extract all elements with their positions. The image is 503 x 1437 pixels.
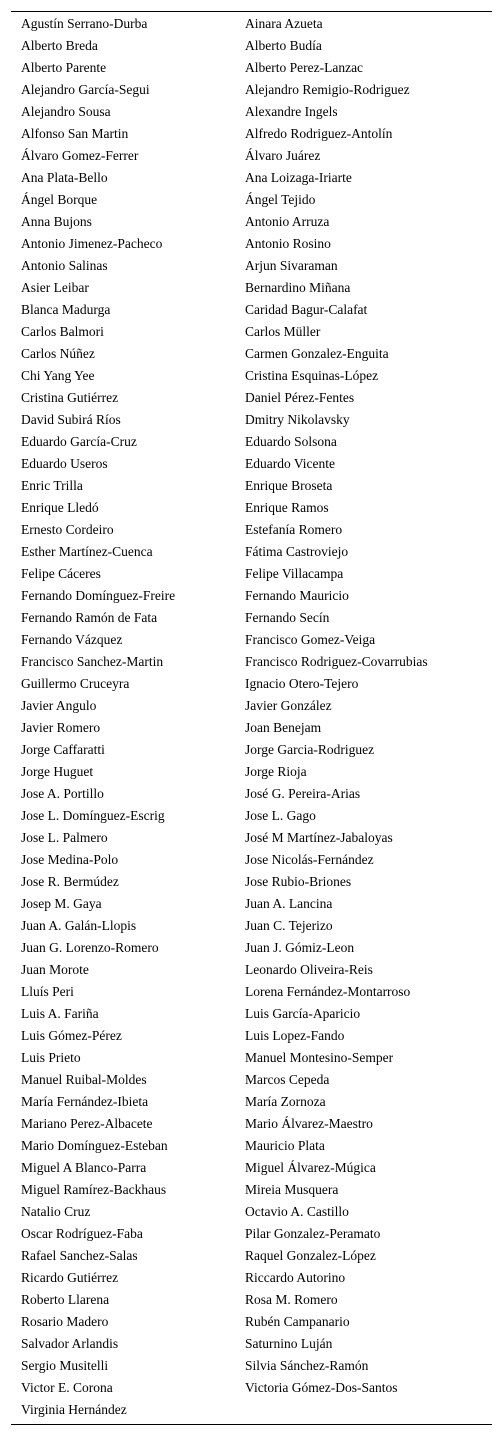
- table-row: [11, 409, 492, 431]
- name-cell-right: Juan C. Tejerizo: [245, 918, 333, 933]
- name-cell-right: Lorena Fernández-Montarroso: [245, 984, 411, 999]
- table-row: [11, 1025, 492, 1047]
- table-row: [11, 1091, 492, 1113]
- table-row: [11, 1267, 492, 1289]
- name-cell-right: Alberto Budía: [245, 38, 322, 53]
- name-cell-left: Alberto Parente: [21, 60, 107, 75]
- name-cell-right: Alexandre Ingels: [245, 104, 338, 119]
- table-row: [11, 431, 492, 453]
- name-cell-left: Antonio Salinas: [21, 258, 108, 273]
- name-cell-left: Guillermo Cruceyra: [21, 676, 130, 691]
- table-row: [11, 827, 492, 849]
- name-cell-right: Dmitry Nikolavsky: [245, 412, 350, 427]
- name-cell-left: Mariano Perez-Albacete: [21, 1116, 153, 1131]
- name-cell-right: Raquel Gonzalez-López: [245, 1248, 376, 1263]
- name-cell-left: Salvador Arlandis: [21, 1336, 119, 1351]
- name-cell-right: José G. Pereira-Arias: [245, 786, 361, 801]
- name-cell-left: Alfonso San Martin: [21, 126, 129, 141]
- name-cell-right: Joan Benejam: [245, 720, 322, 735]
- table-row: [11, 343, 492, 365]
- name-cell-left: Ángel Borque: [21, 192, 98, 207]
- name-cell-left: Esther Martínez-Cuenca: [21, 544, 153, 559]
- table-row: [11, 255, 492, 277]
- name-cell-right: Eduardo Vicente: [245, 456, 336, 471]
- name-cell-left: Rosario Madero: [21, 1314, 109, 1329]
- name-cell-right: Saturnino Luján: [245, 1336, 333, 1351]
- name-cell-right: Rosa M. Romero: [245, 1292, 338, 1307]
- name-cell-right: Leonardo Oliveira-Reis: [245, 962, 373, 977]
- table-row: [11, 189, 492, 211]
- name-cell-left: Carlos Núñez: [21, 346, 95, 361]
- table-row: [11, 1355, 492, 1377]
- name-cell-left: Agustín Serrano-Durba: [21, 16, 148, 31]
- name-cell-right: Antonio Rosino: [245, 236, 331, 251]
- table-row: [11, 497, 492, 519]
- name-cell-left: Carlos Balmori: [21, 324, 104, 339]
- name-cell-left: Javier Romero: [21, 720, 101, 735]
- name-cell-right: Francisco Rodriguez-Covarrubias: [245, 654, 428, 669]
- name-cell-right: Javier González: [245, 698, 332, 713]
- name-cell-right: Ignacio Otero-Tejero: [245, 676, 359, 691]
- name-cell-left: Miguel A Blanco-Parra: [21, 1160, 147, 1175]
- name-cell-left: Blanca Madurga: [21, 302, 111, 317]
- name-cell-right: Riccardo Autorino: [245, 1270, 346, 1285]
- table-row: [11, 211, 492, 233]
- name-cell-left: Alberto Breda: [21, 38, 98, 53]
- table-row: [11, 1201, 492, 1223]
- name-cell-left: Natalio Cruz: [21, 1204, 91, 1219]
- name-cell-left: Jorge Huguet: [21, 764, 94, 779]
- name-cell-right: Alfredo Rodriguez-Antolín: [245, 126, 393, 141]
- names-table-container: [11, 11, 492, 1425]
- table-row: [11, 13, 492, 35]
- table-row: [11, 541, 492, 563]
- names-table: [11, 13, 492, 1421]
- name-cell-right: Jose Rubio-Briones: [245, 874, 352, 889]
- table-row: [11, 1289, 492, 1311]
- name-cell-right: Mauricio Plata: [245, 1138, 325, 1153]
- table-row: [11, 805, 492, 827]
- table-row: [11, 717, 492, 739]
- name-cell-right: Mario Álvarez-Maestro: [245, 1116, 373, 1131]
- table-row: [11, 1113, 492, 1135]
- table-row: [11, 1047, 492, 1069]
- table-row: [11, 1399, 492, 1421]
- name-cell-right: Rubén Campanario: [245, 1314, 350, 1329]
- name-cell-left: Fernando Ramón de Fata: [21, 610, 158, 625]
- name-cell-left: Fernando Domínguez-Freire: [21, 588, 176, 603]
- name-cell-right: Felipe Villacampa: [245, 566, 344, 581]
- name-cell-left: Enric Trilla: [21, 478, 83, 493]
- table-row: [11, 101, 492, 123]
- name-cell-right: Fátima Castroviejo: [245, 544, 349, 559]
- name-cell-right: Jose L. Gago: [245, 808, 316, 823]
- table-row: [11, 629, 492, 651]
- name-cell-left: Jose A. Portillo: [21, 786, 104, 801]
- table-row: [11, 475, 492, 497]
- name-cell-right: [235, 1399, 492, 1421]
- name-cell-left: Eduardo García-Cruz: [21, 434, 137, 449]
- table-row: [11, 1245, 492, 1267]
- table-row: [11, 1003, 492, 1025]
- name-cell-left: Asier Leibar: [21, 280, 89, 295]
- name-cell-right: Jorge Garcia-Rodriguez: [245, 742, 375, 757]
- name-cell-left: Eduardo Useros: [21, 456, 108, 471]
- name-cell-left: Anna Bujons: [21, 214, 92, 229]
- name-cell-left: Miguel Ramírez-Backhaus: [21, 1182, 167, 1197]
- table-row: [11, 1135, 492, 1157]
- name-cell-right: Álvaro Juárez: [245, 148, 321, 163]
- table-row: [11, 651, 492, 673]
- table-row: [11, 1377, 492, 1399]
- name-cell-left: Enrique Lledó: [21, 500, 99, 515]
- name-cell-left: Ricardo Gutiérrez: [21, 1270, 119, 1285]
- table-row: [11, 1333, 492, 1355]
- table-row: [11, 387, 492, 409]
- name-cell-left: Victor E. Corona: [21, 1380, 113, 1395]
- table-row: [11, 277, 492, 299]
- name-cell-right: Carlos Müller: [245, 324, 321, 339]
- name-cell-left: Roberto Llarena: [21, 1292, 110, 1307]
- name-cell-right: Caridad Bagur-Calafat: [245, 302, 368, 317]
- name-cell-left: Jose L. Domínguez-Escrig: [21, 808, 165, 823]
- table-row: [11, 1311, 492, 1333]
- name-cell-right: Arjun Sivaraman: [245, 258, 338, 273]
- name-cell-left: Francisco Sanchez-Martin: [21, 654, 164, 669]
- name-cell-right: Estefanía Romero: [245, 522, 343, 537]
- table-row: [11, 57, 492, 79]
- name-cell-left: Felipe Cáceres: [21, 566, 101, 581]
- name-cell-left: Javier Angulo: [21, 698, 97, 713]
- name-cell-left: Álvaro Gomez-Ferrer: [21, 148, 139, 163]
- table-row: [11, 1179, 492, 1201]
- table-row: [11, 673, 492, 695]
- name-cell-left: Virginia Hernández: [21, 1402, 127, 1417]
- name-cell-left: Jorge Caffaratti: [21, 742, 105, 757]
- table-row: [11, 915, 492, 937]
- name-cell-right: Alberto Perez-Lanzac: [245, 60, 364, 75]
- name-cell-right: Victoria Gómez-Dos-Santos: [245, 1380, 398, 1395]
- table-row: [11, 35, 492, 57]
- name-cell-right: Octavio A. Castillo: [245, 1204, 349, 1219]
- table-row: [11, 585, 492, 607]
- name-cell-left: Jose R. Bermúdez: [21, 874, 119, 889]
- name-cell-right: Fernando Mauricio: [245, 588, 349, 603]
- name-cell-right: Manuel Montesino-Semper: [245, 1050, 394, 1065]
- name-cell-left: David Subirá Ríos: [21, 412, 121, 427]
- name-cell-right: Ainara Azueta: [245, 16, 323, 31]
- name-cell-left: Chi Yang Yee: [21, 368, 95, 383]
- name-cell-right: Juan J. Gómiz-Leon: [245, 940, 355, 955]
- table-row: [11, 695, 492, 717]
- name-cell-right: Francisco Gomez-Veiga: [245, 632, 376, 647]
- name-cell-right: José M Martínez-Jabaloyas: [245, 830, 393, 845]
- table-row: [11, 849, 492, 871]
- name-cell-right: Bernardino Miñana: [245, 280, 351, 295]
- name-cell-right: Eduardo Solsona: [245, 434, 337, 449]
- table-row: [11, 145, 492, 167]
- name-cell-left: Luis Prieto: [21, 1050, 81, 1065]
- name-cell-right: Pilar Gonzalez-Peramato: [245, 1226, 381, 1241]
- name-cell-left: Juan Morote: [21, 962, 89, 977]
- table-row: [11, 299, 492, 321]
- table-row: [11, 123, 492, 145]
- name-cell-left: Cristina Gutiérrez: [21, 390, 119, 405]
- name-cell-left: Luis A. Fariña: [21, 1006, 99, 1021]
- name-cell-right: Antonio Arruza: [245, 214, 330, 229]
- name-cell-right: Enrique Broseta: [245, 478, 333, 493]
- name-cell-right: Jose Nicolás-Fernández: [245, 852, 374, 867]
- table-row: [11, 959, 492, 981]
- name-cell-right: Mireia Musquera: [245, 1182, 339, 1197]
- table-row: [11, 519, 492, 541]
- table-row: [11, 563, 492, 585]
- name-cell-right: Daniel Pérez-Fentes: [245, 390, 355, 405]
- name-cell-left: Ana Plata-Bello: [21, 170, 108, 185]
- name-cell-left: Josep M. Gaya: [21, 896, 102, 911]
- names-table-body: [11, 13, 492, 1421]
- name-cell-left: Jose Medina-Polo: [21, 852, 119, 867]
- name-cell-right: Marcos Cepeda: [245, 1072, 330, 1087]
- table-row: [11, 607, 492, 629]
- table-row: [11, 937, 492, 959]
- name-cell-right: Alejandro Remigio-Rodriguez: [245, 82, 410, 97]
- table-row: [11, 871, 492, 893]
- table-row: [11, 1223, 492, 1245]
- table-row: [11, 233, 492, 255]
- name-cell-right: Juan A. Lancina: [245, 896, 333, 911]
- table-row: [11, 893, 492, 915]
- name-cell-left: Jose L. Palmero: [21, 830, 108, 845]
- name-cell-left: Fernando Vázquez: [21, 632, 123, 647]
- name-cell-left: Oscar Rodríguez-Faba: [21, 1226, 143, 1241]
- table-row: [11, 453, 492, 475]
- name-cell-left: Luis Gómez-Pérez: [21, 1028, 122, 1043]
- name-cell-left: Juan G. Lorenzo-Romero: [21, 940, 159, 955]
- name-cell-left: Ernesto Cordeiro: [21, 522, 114, 537]
- table-row: [11, 1157, 492, 1179]
- table-row: [11, 167, 492, 189]
- name-cell-right: Silvia Sánchez-Ramón: [245, 1358, 369, 1373]
- name-cell-left: María Fernández-Ibieta: [21, 1094, 149, 1109]
- name-cell-left: Lluís Peri: [21, 984, 74, 999]
- name-cell-left: Sergio Musitelli: [21, 1358, 109, 1373]
- name-cell-right: Luis García-Aparicio: [245, 1006, 361, 1021]
- name-cell-right: Cristina Esquinas-López: [245, 368, 379, 383]
- table-row: [11, 365, 492, 387]
- name-cell-right: María Zornoza: [245, 1094, 326, 1109]
- name-cell-right: Jorge Rioja: [245, 764, 307, 779]
- name-cell-left: Rafael Sanchez-Salas: [21, 1248, 138, 1263]
- table-row: [11, 1069, 492, 1091]
- name-cell-right: Luis Lopez-Fando: [245, 1028, 345, 1043]
- name-cell-left: Mario Domínguez-Esteban: [21, 1138, 168, 1153]
- table-row: [11, 981, 492, 1003]
- name-cell-left: Manuel Ruibal-Moldes: [21, 1072, 147, 1087]
- name-cell-left: Juan A. Galán-Llopis: [21, 918, 137, 933]
- name-cell-left: Alejandro García-Segui: [21, 82, 150, 97]
- name-cell-right: Fernando Secín: [245, 610, 330, 625]
- name-cell-right: Enrique Ramos: [245, 500, 329, 515]
- name-cell-right: Ángel Tejido: [245, 192, 316, 207]
- table-row: [11, 79, 492, 101]
- name-cell-left: Antonio Jimenez-Pacheco: [21, 236, 163, 251]
- table-row: [11, 761, 492, 783]
- name-cell-right: Carmen Gonzalez-Enguita: [245, 346, 389, 361]
- table-row: [11, 321, 492, 343]
- table-row: [11, 739, 492, 761]
- name-cell-right: Ana Loizaga-Iriarte: [245, 170, 352, 185]
- name-cell-left: Alejandro Sousa: [21, 104, 111, 119]
- name-cell-right: Miguel Álvarez-Múgica: [245, 1160, 376, 1175]
- table-row: [11, 783, 492, 805]
